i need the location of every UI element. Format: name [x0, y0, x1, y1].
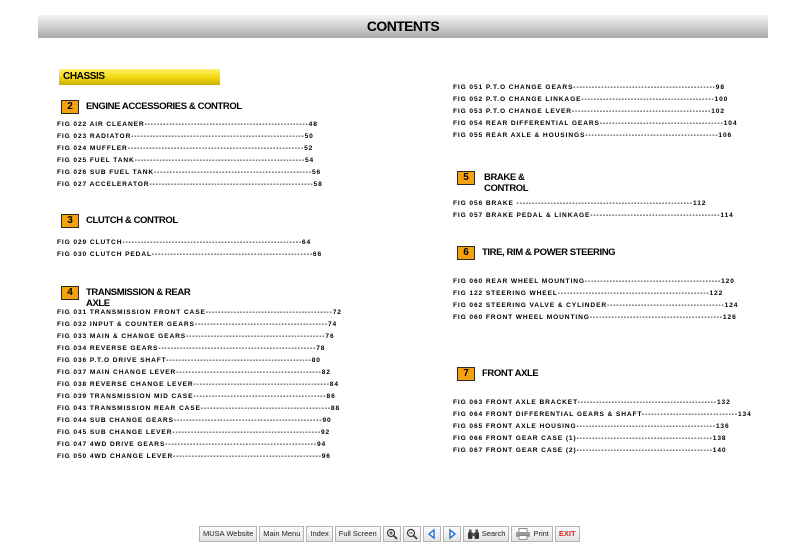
toc-entry[interactable]: FIG 047 4WD DRIVE GEARS-------------------------------------------------94: [57, 441, 327, 448]
toc-entry[interactable]: FIG 057 BRAKE PEDAL & LINKAGE------------------------------------------114: [453, 212, 734, 219]
toc-entry[interactable]: FIG 029 CLUTCH----------------------------------------------------------64: [57, 239, 312, 246]
toc-entry[interactable]: FIG 044 SUB CHANGE GEARS------------------------------------------------90: [57, 417, 332, 424]
section-4-entries: [57, 307, 360, 463]
toc-entry[interactable]: FIG 022 AIR CLEANER-----------------------------------------------------48: [57, 121, 318, 128]
prev-page-button[interactable]: [423, 526, 441, 542]
toc-entry[interactable]: FIG 036 P.T.O DRIVE SHAFT-----------------------------------------------80: [57, 357, 321, 364]
section-5-entries: [453, 198, 754, 222]
toc-entry[interactable]: FIG 062 STEERING VALVE & CYLINDER--------------------------------------124: [453, 302, 739, 309]
toc-entry[interactable]: FIG 039 TRANSMISSION MID CASE-------------------------------------------86: [57, 393, 336, 400]
toc-entry[interactable]: FIG 043 TRANSMISSION REAR CASE------------------------------------------88: [57, 405, 341, 412]
section-title: CLUTCH & CONTROL: [86, 215, 178, 226]
zoom-in-button[interactable]: [383, 526, 401, 542]
toc-entry[interactable]: FIG 122 STEERING WHEEL-------------------------------------------------122: [453, 290, 724, 297]
zoom-out-icon: [406, 528, 418, 540]
chassis-banner: [59, 69, 220, 85]
toc-entry[interactable]: FIG 052 P.T.O CHANGE LINKAGE-------------------------------------------100: [453, 96, 729, 103]
section-title-line: TRANSMISSION & REAR: [86, 287, 191, 298]
zoom-out-button[interactable]: [403, 526, 421, 542]
section-7-entries: [453, 397, 754, 457]
toc-entry[interactable]: FIG 060 REAR WHEEL MOUNTING--------------------------------------------120: [453, 278, 735, 285]
section-3-entries: [57, 237, 360, 261]
section-number-badge: 4: [61, 286, 79, 300]
section-title: TIRE, RIM & POWER STEERING: [482, 247, 616, 258]
toc-entry[interactable]: FIG 038 REVERSE CHANGE LEVER--------------------------------------------84: [57, 381, 339, 388]
zoom-in-icon: [386, 528, 398, 540]
toc-entry[interactable]: FIG 024 MUFFLER---------------------------------------------------------52: [57, 145, 314, 152]
toc-entry[interactable]: FIG 056 BRAKE ---------------------------------------------------------112: [453, 200, 707, 207]
section-title-line: AXLE: [86, 298, 110, 309]
next-page-button[interactable]: [443, 526, 461, 542]
toc-entry[interactable]: FIG 030 CLUTCH PEDAL----------------------------------------------------66: [57, 251, 323, 258]
toc-entry[interactable]: FIG 064 FRONT DIFFERENTIAL GEARS & SHAFT-------------------------------134: [453, 411, 752, 418]
section-title: ENGINE ACCESSORIES & CONTROL: [86, 101, 242, 112]
binoculars-icon: [467, 529, 480, 540]
section-title-line: CONTROL: [484, 183, 529, 194]
next-page-icon: [446, 528, 458, 540]
toc-entry[interactable]: FIG 055 REAR AXLE & HOUSINGS-------------------------------------------106: [453, 132, 733, 139]
toc-entry[interactable]: FIG 063 FRONT AXLE BRACKET---------------------------------------------132: [453, 399, 731, 406]
toc-entry[interactable]: FIG 067 FRONT GEAR CASE (2)--------------------------------------------140: [453, 447, 727, 454]
search-label: Search: [481, 529, 506, 538]
main-menu-button[interactable]: Main Menu: [259, 526, 304, 542]
section-number-badge: 3: [61, 214, 79, 228]
section-title: [86, 287, 190, 309]
section-6-entries: [453, 276, 754, 324]
toc-entry[interactable]: FIG 053 P.T.O CHANGE LEVER---------------------------------------------102: [453, 108, 725, 115]
musa-website-button[interactable]: MUSA Website: [199, 526, 257, 542]
section-number-badge: 5: [457, 171, 475, 185]
bottom-toolbar: [199, 526, 580, 542]
toc-entry[interactable]: FIG 066 FRONT GEAR CASE (1)--------------------------------------------138: [453, 435, 727, 442]
section-title: [484, 172, 528, 194]
toc-entry[interactable]: FIG 034 REVERSE GEARS---------------------------------------------------78: [57, 345, 326, 352]
toc-entry[interactable]: FIG 045 SUB CHANGE LEVER------------------------------------------------92: [57, 429, 331, 436]
printer-icon: [515, 528, 531, 540]
section-number-badge: 7: [457, 367, 475, 381]
exit-button[interactable]: EXIT: [555, 526, 580, 542]
toc-entry[interactable]: FIG 023 RADIATOR--------------------------------------------------------50: [57, 133, 314, 140]
toc-entry[interactable]: FIG 060 FRONT WHEEL MOUNTING-------------------------------------------126: [453, 314, 737, 321]
search-button[interactable]: [463, 526, 510, 542]
toc-entry[interactable]: FIG 037 MAIN CHANGE LEVER-----------------------------------------------82: [57, 369, 331, 376]
toc-entry[interactable]: FIG 033 MAIN & CHANGE GEARS---------------------------------------------76: [57, 333, 335, 340]
toc-entry[interactable]: FIG 025 FUEL TANK-------------------------------------------------------54: [57, 157, 315, 164]
toc-entry[interactable]: FIG 065 FRONT AXLE HOUSING---------------------------------------------136: [453, 423, 730, 430]
toc-entry[interactable]: FIG 027 ACCELERATOR-----------------------------------------------------58: [57, 181, 323, 188]
section-title: FRONT AXLE: [482, 368, 539, 379]
print-label: Print: [533, 529, 549, 538]
toc-entry[interactable]: FIG 050 4WD CHANGE LEVER------------------------------------------------96: [57, 453, 331, 460]
toc-entry[interactable]: FIG 051 P.T.O CHANGE GEARS----------------------------------------------98: [453, 84, 725, 91]
full-screen-button[interactable]: Full Screen: [335, 526, 381, 542]
print-button[interactable]: [511, 526, 552, 542]
section-number-badge: 2: [61, 100, 79, 114]
toc-entry[interactable]: FIG 026 SUB FUEL TANK---------------------------------------------------56: [57, 169, 322, 176]
toc-entry[interactable]: FIG 054 REAR DIFFERENTIAL GEARS----------------------------------------104: [453, 120, 738, 127]
index-button[interactable]: Index: [306, 526, 332, 542]
section-title-line: BRAKE &: [484, 172, 525, 183]
chassis-label: CHASSIS: [63, 71, 105, 82]
toc-entry[interactable]: FIG 032 INPUT & COUNTER GEARS-------------------------------------------74: [57, 321, 338, 328]
prev-page-icon: [426, 528, 438, 540]
section-2-entries: [57, 119, 360, 191]
contents-header: [38, 15, 768, 38]
section-4-continued-entries: [453, 82, 754, 142]
toc-entry[interactable]: FIG 031 TRANSMISSION FRONT CASE-----------------------------------------72: [57, 309, 342, 316]
section-number-badge: 6: [457, 246, 475, 260]
page-title: CONTENTS: [366, 18, 440, 34]
